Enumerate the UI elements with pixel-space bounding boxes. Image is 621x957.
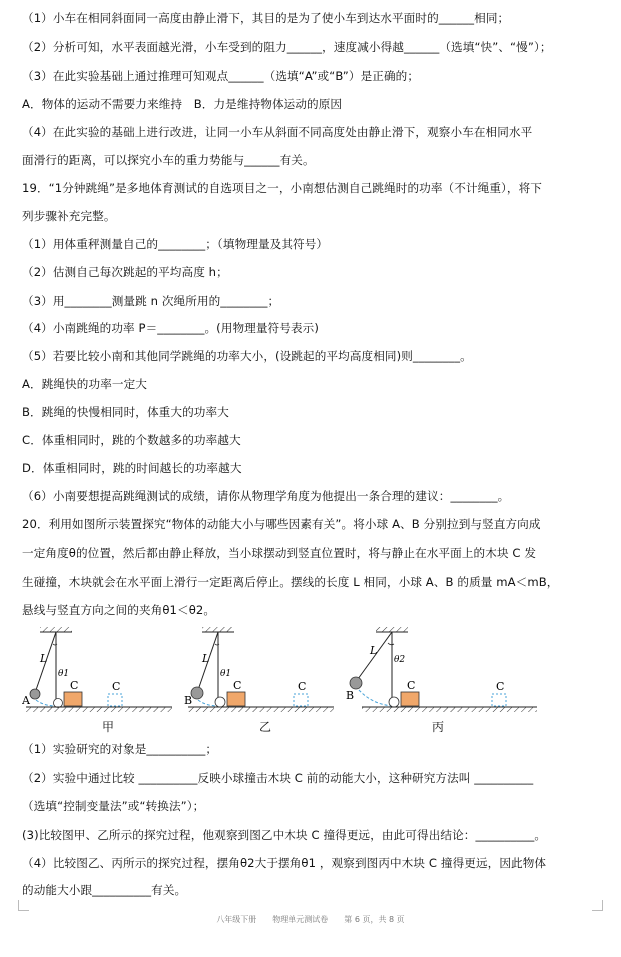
label-block: C xyxy=(70,679,79,692)
diagram-jia xyxy=(22,627,172,712)
label-length: L xyxy=(202,652,210,665)
ceiling-mount xyxy=(202,627,234,632)
swing-path xyxy=(359,690,392,706)
label-angle: θ1 xyxy=(220,669,232,679)
text-line: (3)比较图甲、乙所示的探究过程，他观察到图乙中木块 C 撞得更远，由此可得出结论：__________。 xyxy=(22,828,547,842)
label-angle: θ2 xyxy=(394,655,406,665)
label-ball: B xyxy=(184,694,193,707)
text-line: （1）实验研究的对象是__________； xyxy=(22,742,218,756)
ball-bottom xyxy=(389,697,399,707)
text-line: （1）用体重秤测量自己的________；（填物理量及其符号） xyxy=(22,237,329,251)
ball-bottom xyxy=(54,699,63,708)
text-line: （选填“控制变量法”或“转换法”）； xyxy=(22,799,205,813)
swing-path xyxy=(36,700,56,706)
text-line: 一定角度θ的位置，然后都由静止释放，当小球摆动到竖直位置时，将与静止在水平面上的木块 C 发 xyxy=(22,546,537,560)
text-line: （2）实验中通过比较 __________反映小球撞击木块 C 前的动能大小，这种研究方法叫 __________ xyxy=(22,771,534,785)
text-line: （2）分析可知，水平表面越光滑，小车受到的阻力______，速度减小得越______（选填“快”、“慢”）； xyxy=(22,40,552,54)
label-angle: θ1 xyxy=(58,669,70,679)
caption-yi: 乙 xyxy=(259,720,272,734)
block-c xyxy=(227,692,245,706)
label-ball: B xyxy=(346,689,355,702)
caption-bing: 丙 xyxy=(432,720,445,734)
label-length: L xyxy=(370,644,378,657)
ball-b xyxy=(350,677,362,689)
text-line: 的动能大小跟__________有关。 xyxy=(22,883,187,897)
label-block: C xyxy=(233,679,242,692)
label-length: L xyxy=(40,652,48,665)
ball-b xyxy=(191,687,203,699)
text-line: （2）估测自己每次跳起的平均高度 h； xyxy=(22,265,228,279)
text-line: D．体重相同时，跳的时间越长的功率越大 xyxy=(22,461,242,475)
text-line: 悬线与竖直方向之间的夹角θ1＜θ2。 xyxy=(22,603,216,617)
block-c xyxy=(64,692,82,706)
text-line: （3）在此实验基础上通过推理可知观点______（选填“A”或“B”）是正确的； xyxy=(22,69,420,83)
label-block: C xyxy=(407,679,416,692)
text-line: 面滑行的距离，可以探究小车的重力势能与______有关。 xyxy=(22,153,315,167)
text-line: 列步骤补充完整。 xyxy=(22,209,116,223)
pendulum-diagrams xyxy=(22,624,542,734)
text-line: （4）小南跳绳的功率 P＝________。(用物理量符号表示) xyxy=(22,321,319,335)
diagram-yi xyxy=(184,627,334,712)
text-line: A．物体的运动不需要力来维持 B．力是维持物体运动的原因 xyxy=(22,97,343,111)
label-block: C xyxy=(112,680,121,693)
text-line: （4）比较图乙、丙所示的探究过程，摆角θ2大于摆角θ1 ，观察到图丙中木块 C 撞得更远，因此物体 xyxy=(22,856,547,870)
crop-mark xyxy=(592,900,603,911)
label-block: C xyxy=(298,680,307,693)
pendulum-figure xyxy=(22,624,542,738)
text-line: 19．“1分钟跳绳”是多地体育测试的自选项目之一，小南想估测自己跳绳时的功率（不计绳重），将下 xyxy=(22,181,542,195)
label-ball: A xyxy=(22,694,30,707)
diagram-bing xyxy=(346,627,537,712)
ceiling-mount xyxy=(40,627,72,632)
label-block: C xyxy=(496,680,505,693)
text-line: B．跳绳的快慢相同时，体重大的功率大 xyxy=(22,405,229,419)
ceiling-mount xyxy=(376,627,408,632)
text-line: （4）在此实验的基础上进行改进，让同一小车从斜面不同高度处由静止滑下，观察小车在相同水平 xyxy=(22,125,533,139)
crop-mark xyxy=(18,900,29,911)
text-line: 20．利用如图所示装置探究“物体的动能大小与哪些因素有关”。将小球 A、B 分别拉到与竖直方向成 xyxy=(22,517,541,531)
block-c-final xyxy=(294,694,308,706)
caption-jia: 甲 xyxy=(102,720,115,734)
block-c xyxy=(401,692,419,706)
text-line: （6）小南要想提高跳绳测试的成绩，请你从物理学角度为他提出一条合理的建议：________。 xyxy=(22,489,510,503)
block-c-final xyxy=(492,694,506,706)
page-footer: 八年级下册 物理单元测试卷 第 6 页，共 8 页 xyxy=(216,915,405,924)
text-line: C．体重相同时，跳的个数越多的功率越大 xyxy=(22,433,241,447)
block-c-final xyxy=(108,694,122,706)
text-line: （1）小车在相同斜面同一高度由静止滑下，其目的是为了使小车到达水平面时的______相同； xyxy=(22,11,510,25)
ball-bottom xyxy=(215,697,225,707)
text-line: （5）若要比较小南和其他同学跳绳的功率大小，(设跳起的平均高度相同)则________。 xyxy=(22,349,472,363)
text-line: （3）用________测量跳 n 次绳所用的________； xyxy=(22,294,280,308)
text-line: 生碰撞，木块就会在水平面上滑行一定距离后停止。摆线的长度 L 相同，小球 A、B 的质量 mA＜mB， xyxy=(22,575,559,589)
ball-a xyxy=(30,689,40,699)
text-line: A．跳绳快的功率一定大 xyxy=(22,377,147,391)
